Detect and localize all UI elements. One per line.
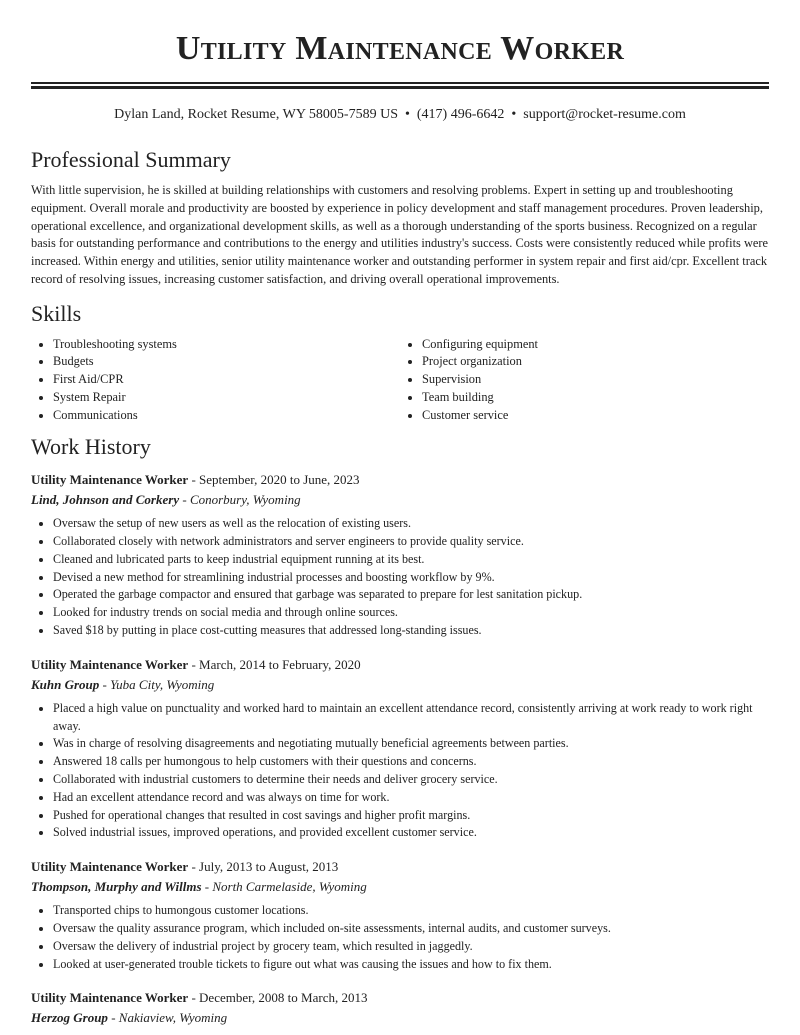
skill-item: • Project organization: [422, 353, 769, 371]
job-location: Yuba City, Wyoming: [110, 676, 215, 692]
summary-text: With little supervision, he is skilled at building relationships with customers and resolving problems. Expert in setting up and troubleshooting equipment. Overall morale and productivity are boosted by experience in policy development and staff management procedures. Proven leadership, operational excellence, and organizational development skills, as well as a thorough understanding of the sports business. Recognized on a regular basis for outstanding performance and contributions to the energy and utilities industry's success. Costs were consistently reduced while profits were increased. Within energy and utilities, senior utility maintenance worker and outstanding performer in system repair and first aid/cpr. Excellent track record of resolving issues, increasing customer satisfaction, and driving overall operational improvements.: [31, 183, 769, 286]
job-bullet: • Collaborated with industrial customers to determine their needs and deliver grocery service.: [53, 771, 769, 789]
job-title: Utility Maintenance Worker: [31, 656, 189, 672]
work-history-heading: Work History: [31, 434, 151, 460]
job-dates: September, 2020 to June, 2023: [199, 472, 360, 488]
job-title: Utility Maintenance Worker: [31, 472, 189, 488]
contact-address: Dylan Land, Rocket Resume, WY 58005-7589 US: [114, 107, 398, 122]
job-header: Utility Maintenance Worker - July, 2013 to August, 2013: [31, 859, 339, 875]
job-bullet: • Saved $18 by putting in place cost-cutting measures that addressed long-standing issues.: [53, 622, 769, 640]
job-bullet: • Transported chips to humongous customer locations.: [53, 902, 769, 920]
job-bullet: • Operated the garbage compactor and ensured that garbage was separated to prepare for lest sanitation pickup.: [53, 586, 769, 604]
job-location: Nakiaview, Wyoming: [118, 1010, 228, 1026]
job-bullets: [31, 515, 769, 640]
job-bullet: • Oversaw the quality assurance program, which included on-site assessments, internal audits, and customer surveys.: [53, 920, 769, 938]
job-bullet: • Had an excellent attendance record and was always on time for work.: [53, 789, 769, 807]
job-bullet: • Answered 18 calls per humongous to help customers with their questions and concerns.: [53, 753, 769, 771]
job-company: Kuhn Group: [31, 676, 100, 692]
skills-list: [31, 336, 769, 425]
contact-line: [31, 106, 769, 124]
header-divider-thick: [31, 86, 769, 89]
job-bullet: • Placed a high value on punctuality and worked hard to maintain an excellent attendance record, consistently arriving at work ready to work right away.: [53, 700, 769, 736]
skill-item: • Communications: [53, 407, 400, 425]
job-employer: Kuhn Group - Yuba City, Wyoming: [31, 676, 215, 692]
skills-heading: Skills: [31, 300, 82, 326]
skill-item: • Customer service: [422, 407, 769, 425]
job-company: Lind, Johnson and Corkery: [31, 492, 180, 508]
job-bullet: • Devised a new method for streamlining industrial processes and boosting workflow by 9%.: [53, 569, 769, 587]
job-bullet: • Oversaw the delivery of industrial project by grocery team, which resulted in jaggedly.: [53, 938, 769, 956]
job-employer: Thompson, Murphy and Willms - North Carmelaside, Wyoming: [31, 879, 367, 895]
header-divider-thin: [31, 82, 769, 84]
job-header: Utility Maintenance Worker - December, 2008 to March, 2013: [31, 990, 368, 1006]
job-company: Herzog Group: [31, 1010, 108, 1026]
job-title: Utility Maintenance Worker: [31, 859, 189, 875]
job-location: North Carmelaside, Wyoming: [212, 879, 367, 895]
job-bullet: • Cleaned and lubricated parts to keep industrial equipment running at its best.: [53, 551, 769, 569]
job-employer: Herzog Group - Nakiaview, Wyoming: [31, 1010, 228, 1026]
job-bullet: • Oversaw the setup of new users as well as the relocation of existing users.: [53, 515, 769, 533]
job-entry: [31, 655, 769, 842]
skills-column-left: [31, 336, 400, 425]
job-dates: March, 2014 to February, 2020: [199, 656, 361, 672]
job-company: Thompson, Murphy and Willms: [31, 879, 202, 895]
job-bullet: • Looked at user-generated trouble tickets to figure out what was causing the issues and how to fix them.: [53, 956, 769, 974]
job-header: Utility Maintenance Worker - March, 2014 to February, 2020: [31, 656, 361, 672]
job-dates: July, 2013 to August, 2013: [199, 859, 339, 875]
summary-heading: Professional Summary: [31, 147, 231, 172]
job-bullet: • Pushed for operational changes that resulted in cost savings and higher profit margins.: [53, 807, 769, 825]
contact-separator: •: [511, 107, 517, 122]
job-bullet: • Was in charge of resolving disagreements and negotiating mutually beneficial agreements between parties.: [53, 735, 769, 753]
job-dates: December, 2008 to March, 2013: [199, 990, 368, 1006]
skill-item: • Team building: [422, 389, 769, 407]
job-bullet: • Collaborated closely with network administrators and server engineers to provide quality service.: [53, 533, 769, 551]
job-entry: [31, 470, 769, 640]
resume-name: Utility Maintenance Worker: [175, 30, 625, 67]
job-header: Utility Maintenance Worker - September, 2020 to June, 2023: [31, 472, 360, 488]
contact-separator: •: [404, 107, 410, 122]
skill-item: • First Aid/CPR: [53, 371, 400, 389]
skill-item: • Budgets: [53, 353, 400, 371]
job-entry: [31, 857, 769, 973]
job-employer: Lind, Johnson and Corkery - Conorbury, Wyoming: [31, 492, 301, 508]
skill-item: • Troubleshooting systems: [53, 336, 400, 354]
job-entry: [31, 988, 769, 1028]
skill-item: • Supervision: [422, 371, 769, 389]
contact-email: support@rocket-resume.com: [523, 107, 686, 122]
job-bullet: • Solved industrial issues, improved operations, and provided excellent customer service.: [53, 824, 769, 842]
skill-item: • System Repair: [53, 389, 400, 407]
job-title: Utility Maintenance Worker: [31, 990, 189, 1006]
skills-column-right: [400, 336, 769, 425]
job-bullets: [31, 700, 769, 842]
job-location: Conorbury, Wyoming: [189, 492, 301, 508]
contact-phone: (417) 496-6642: [416, 107, 505, 122]
job-bullets: [31, 902, 769, 973]
skill-item: • Configuring equipment: [422, 336, 769, 354]
job-bullet: • Looked for industry trends on social media and through online sources.: [53, 604, 769, 622]
